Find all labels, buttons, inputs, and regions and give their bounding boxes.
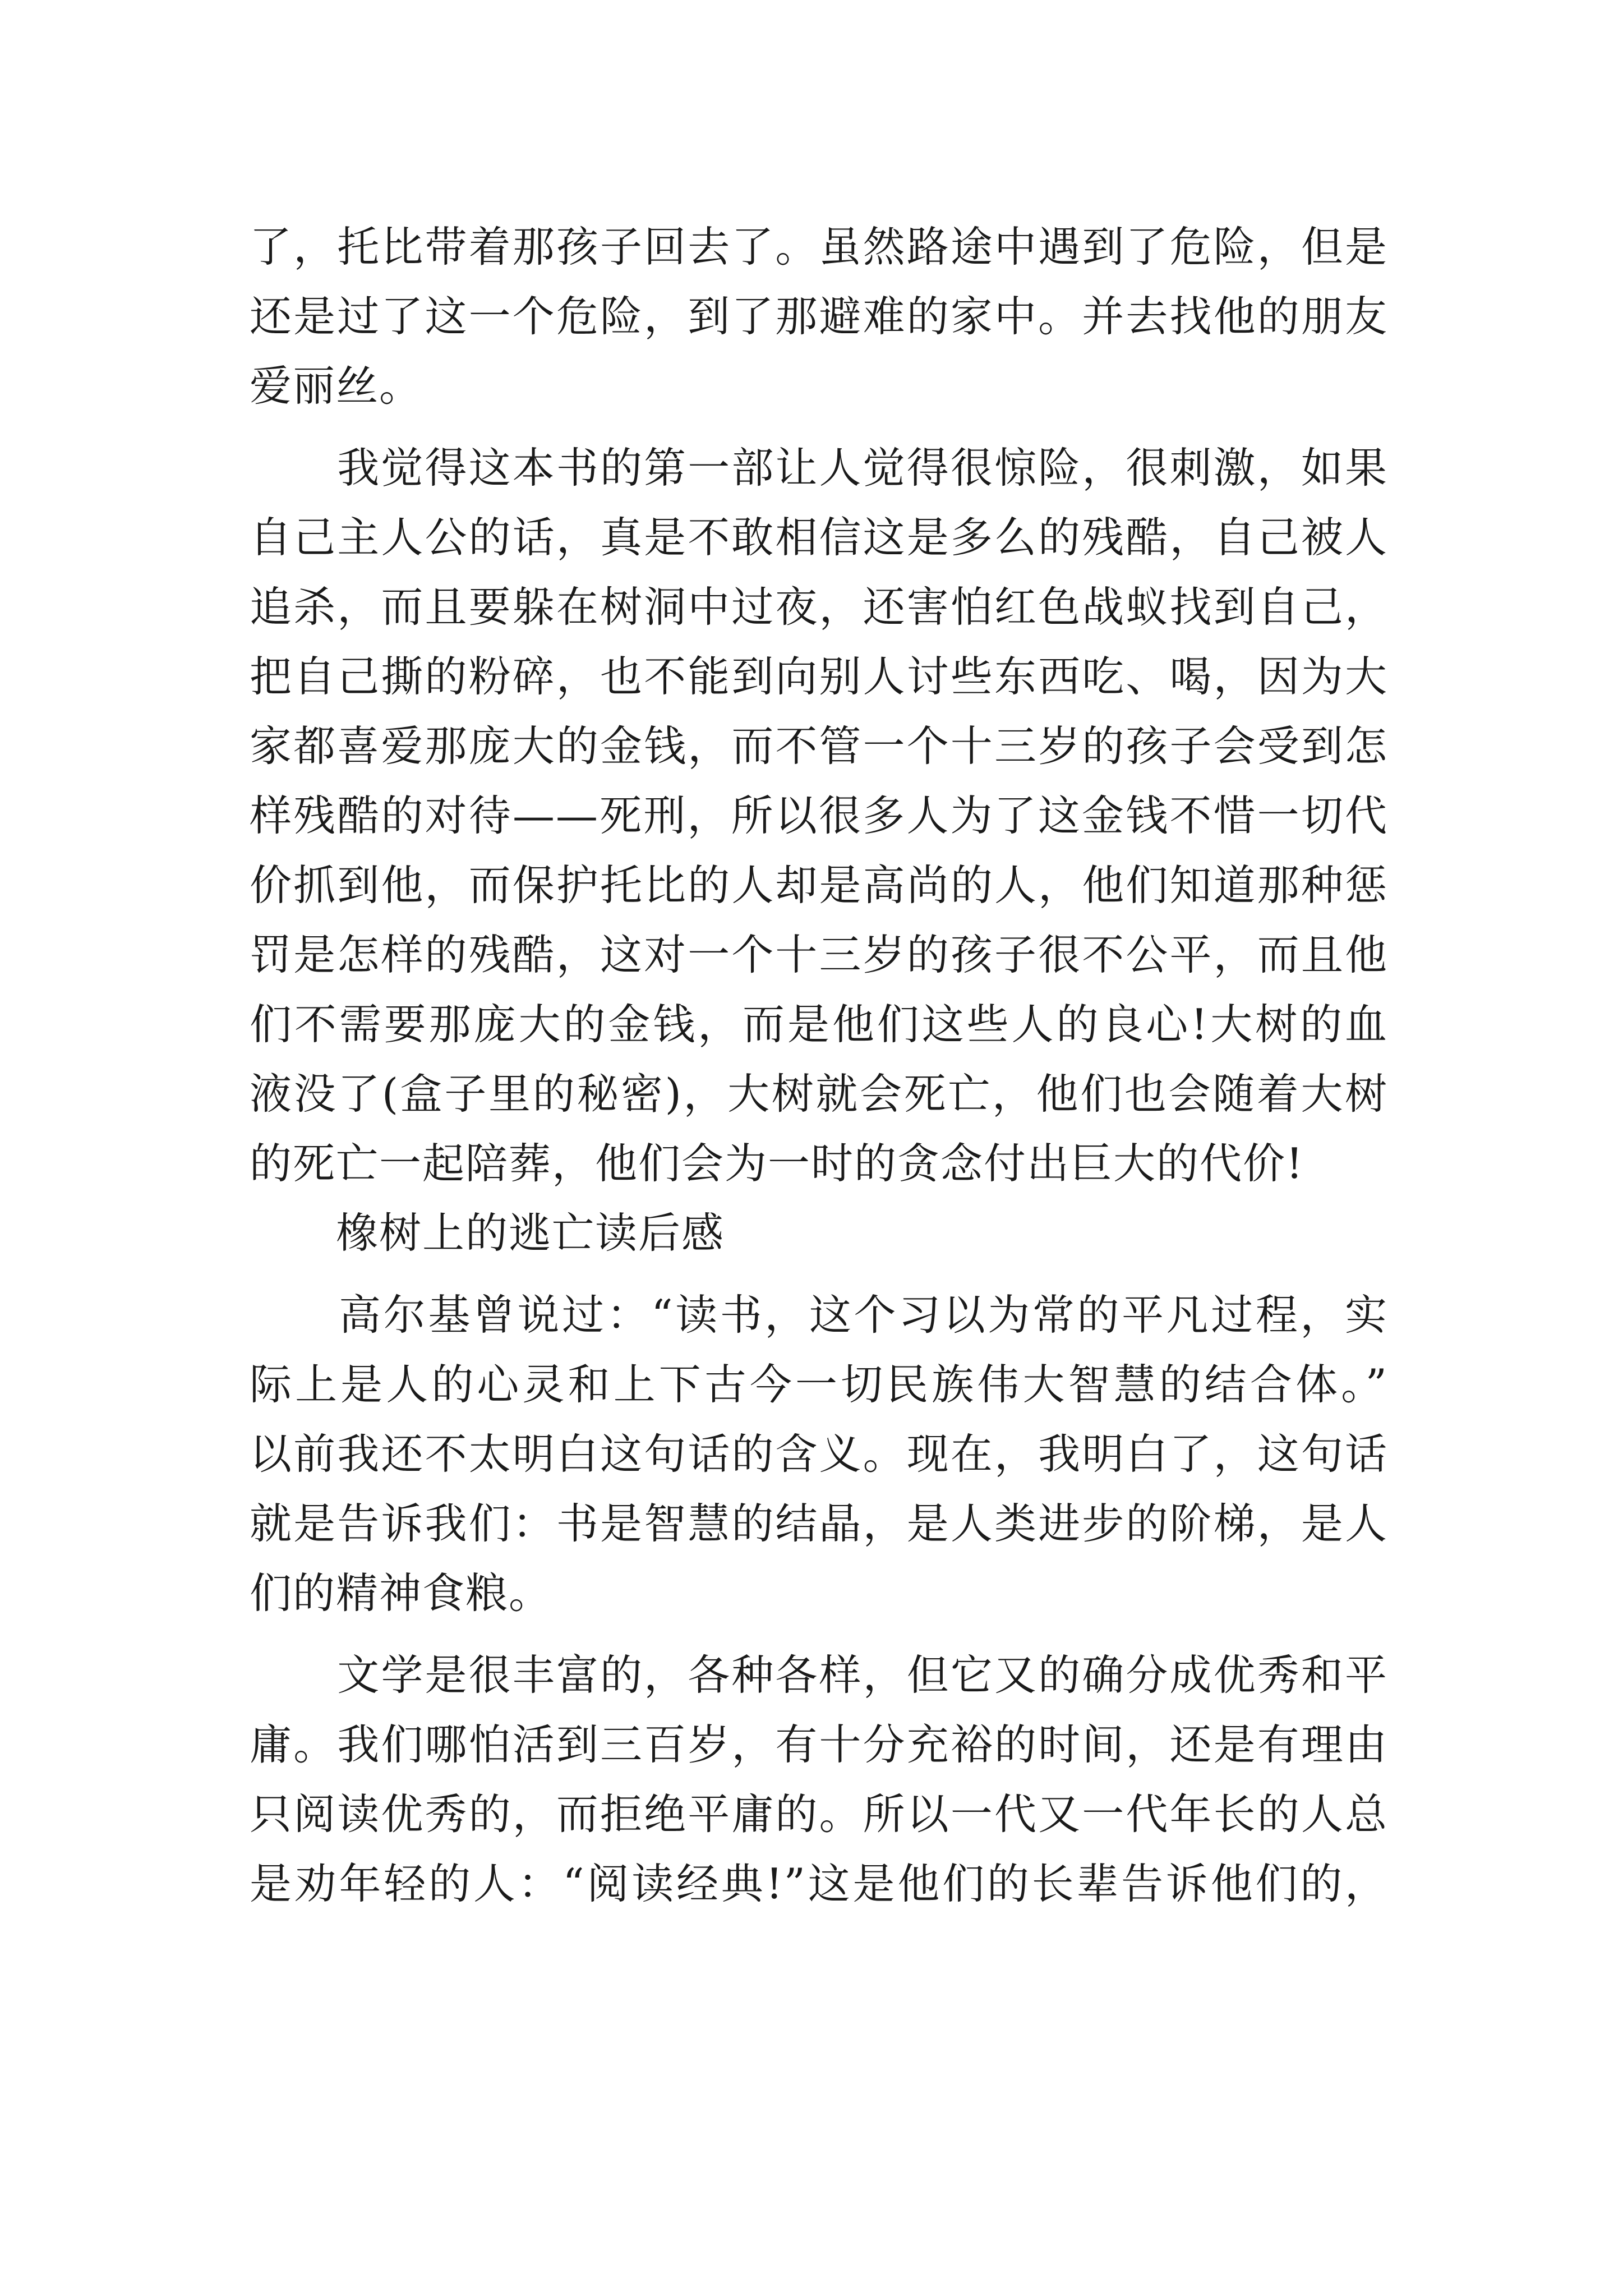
text-line: 价抓到他，而保护托比的人却是高尚的人，他们知道那种惩 xyxy=(250,861,1388,910)
body-text xyxy=(250,212,1388,1918)
text-line: 还是过了这一个危险，到了那避难的家中。并去找他的朋友 xyxy=(250,292,1388,341)
text-line: 是劝年轻的人：“阅读经典!”这是他们的长辈告诉他们的， xyxy=(250,1859,1388,1908)
text-line: 罚是怎样的残酷，这对一个十三岁的孩子很不公平，而且他 xyxy=(250,930,1388,979)
text-line: 我觉得这本书的第一部让人觉得很惊险，很刺激，如果 xyxy=(250,443,1388,493)
text-line: 把自己撕的粉碎，也不能到向别人讨些东西吃、喝，因为大 xyxy=(250,652,1388,701)
text-line: 家都喜爱那庞大的金钱，而不管一个十三岁的孩子会受到怎 xyxy=(250,721,1388,771)
text-line: 样残酷的对待——死刑，所以很多人为了这金钱不惜一切代 xyxy=(250,791,1388,840)
text-line: 液没了(盒子里的秘密)，大树就会死亡，他们也会随着大树 xyxy=(250,1069,1388,1119)
text-line: 就是告诉我们：书是智慧的结晶，是人类进步的阶梯，是人 xyxy=(250,1499,1388,1548)
text-line: 际上是人的心灵和上下古今一切民族伟大智慧的结合体。” xyxy=(250,1360,1388,1409)
text-line: 爱丽丝。 xyxy=(250,361,423,411)
section-title: 橡树上的逃亡读后感 xyxy=(250,1208,725,1258)
text-line: 自己主人公的话，真是不敢相信这是多么的残酷，自己被人 xyxy=(250,513,1388,562)
text-line: 了，托比带着那孩子回去了。虽然路途中遇到了危险，但是 xyxy=(250,222,1388,272)
text-line: 们的精神食粮。 xyxy=(250,1568,552,1618)
text-line: 以前我还不太明白这句话的含义。现在，我明白了，这句话 xyxy=(250,1429,1388,1479)
text-line: 高尔基曾说过：“读书，这个习以为常的平凡过程，实 xyxy=(250,1290,1388,1340)
text-line: 们不需要那庞大的金钱，而是他们这些人的良心!大树的血 xyxy=(250,1000,1388,1049)
text-line: 只阅读优秀的，而拒绝平庸的。所以一代又一代年长的人总 xyxy=(250,1789,1388,1839)
text-line: 的死亡一起陪葬，他们会为一时的贪念付出巨大的代价! xyxy=(250,1139,1304,1188)
text-line: 庸。我们哪怕活到三百岁，有十分充裕的时间，还是有理由 xyxy=(250,1720,1388,1769)
text-line: 追杀，而且要躲在树洞中过夜，还害怕红色战蚁找到自己， xyxy=(250,582,1388,632)
text-line: 文学是很丰富的，各种各样，但它又的确分成优秀和平 xyxy=(250,1650,1388,1700)
